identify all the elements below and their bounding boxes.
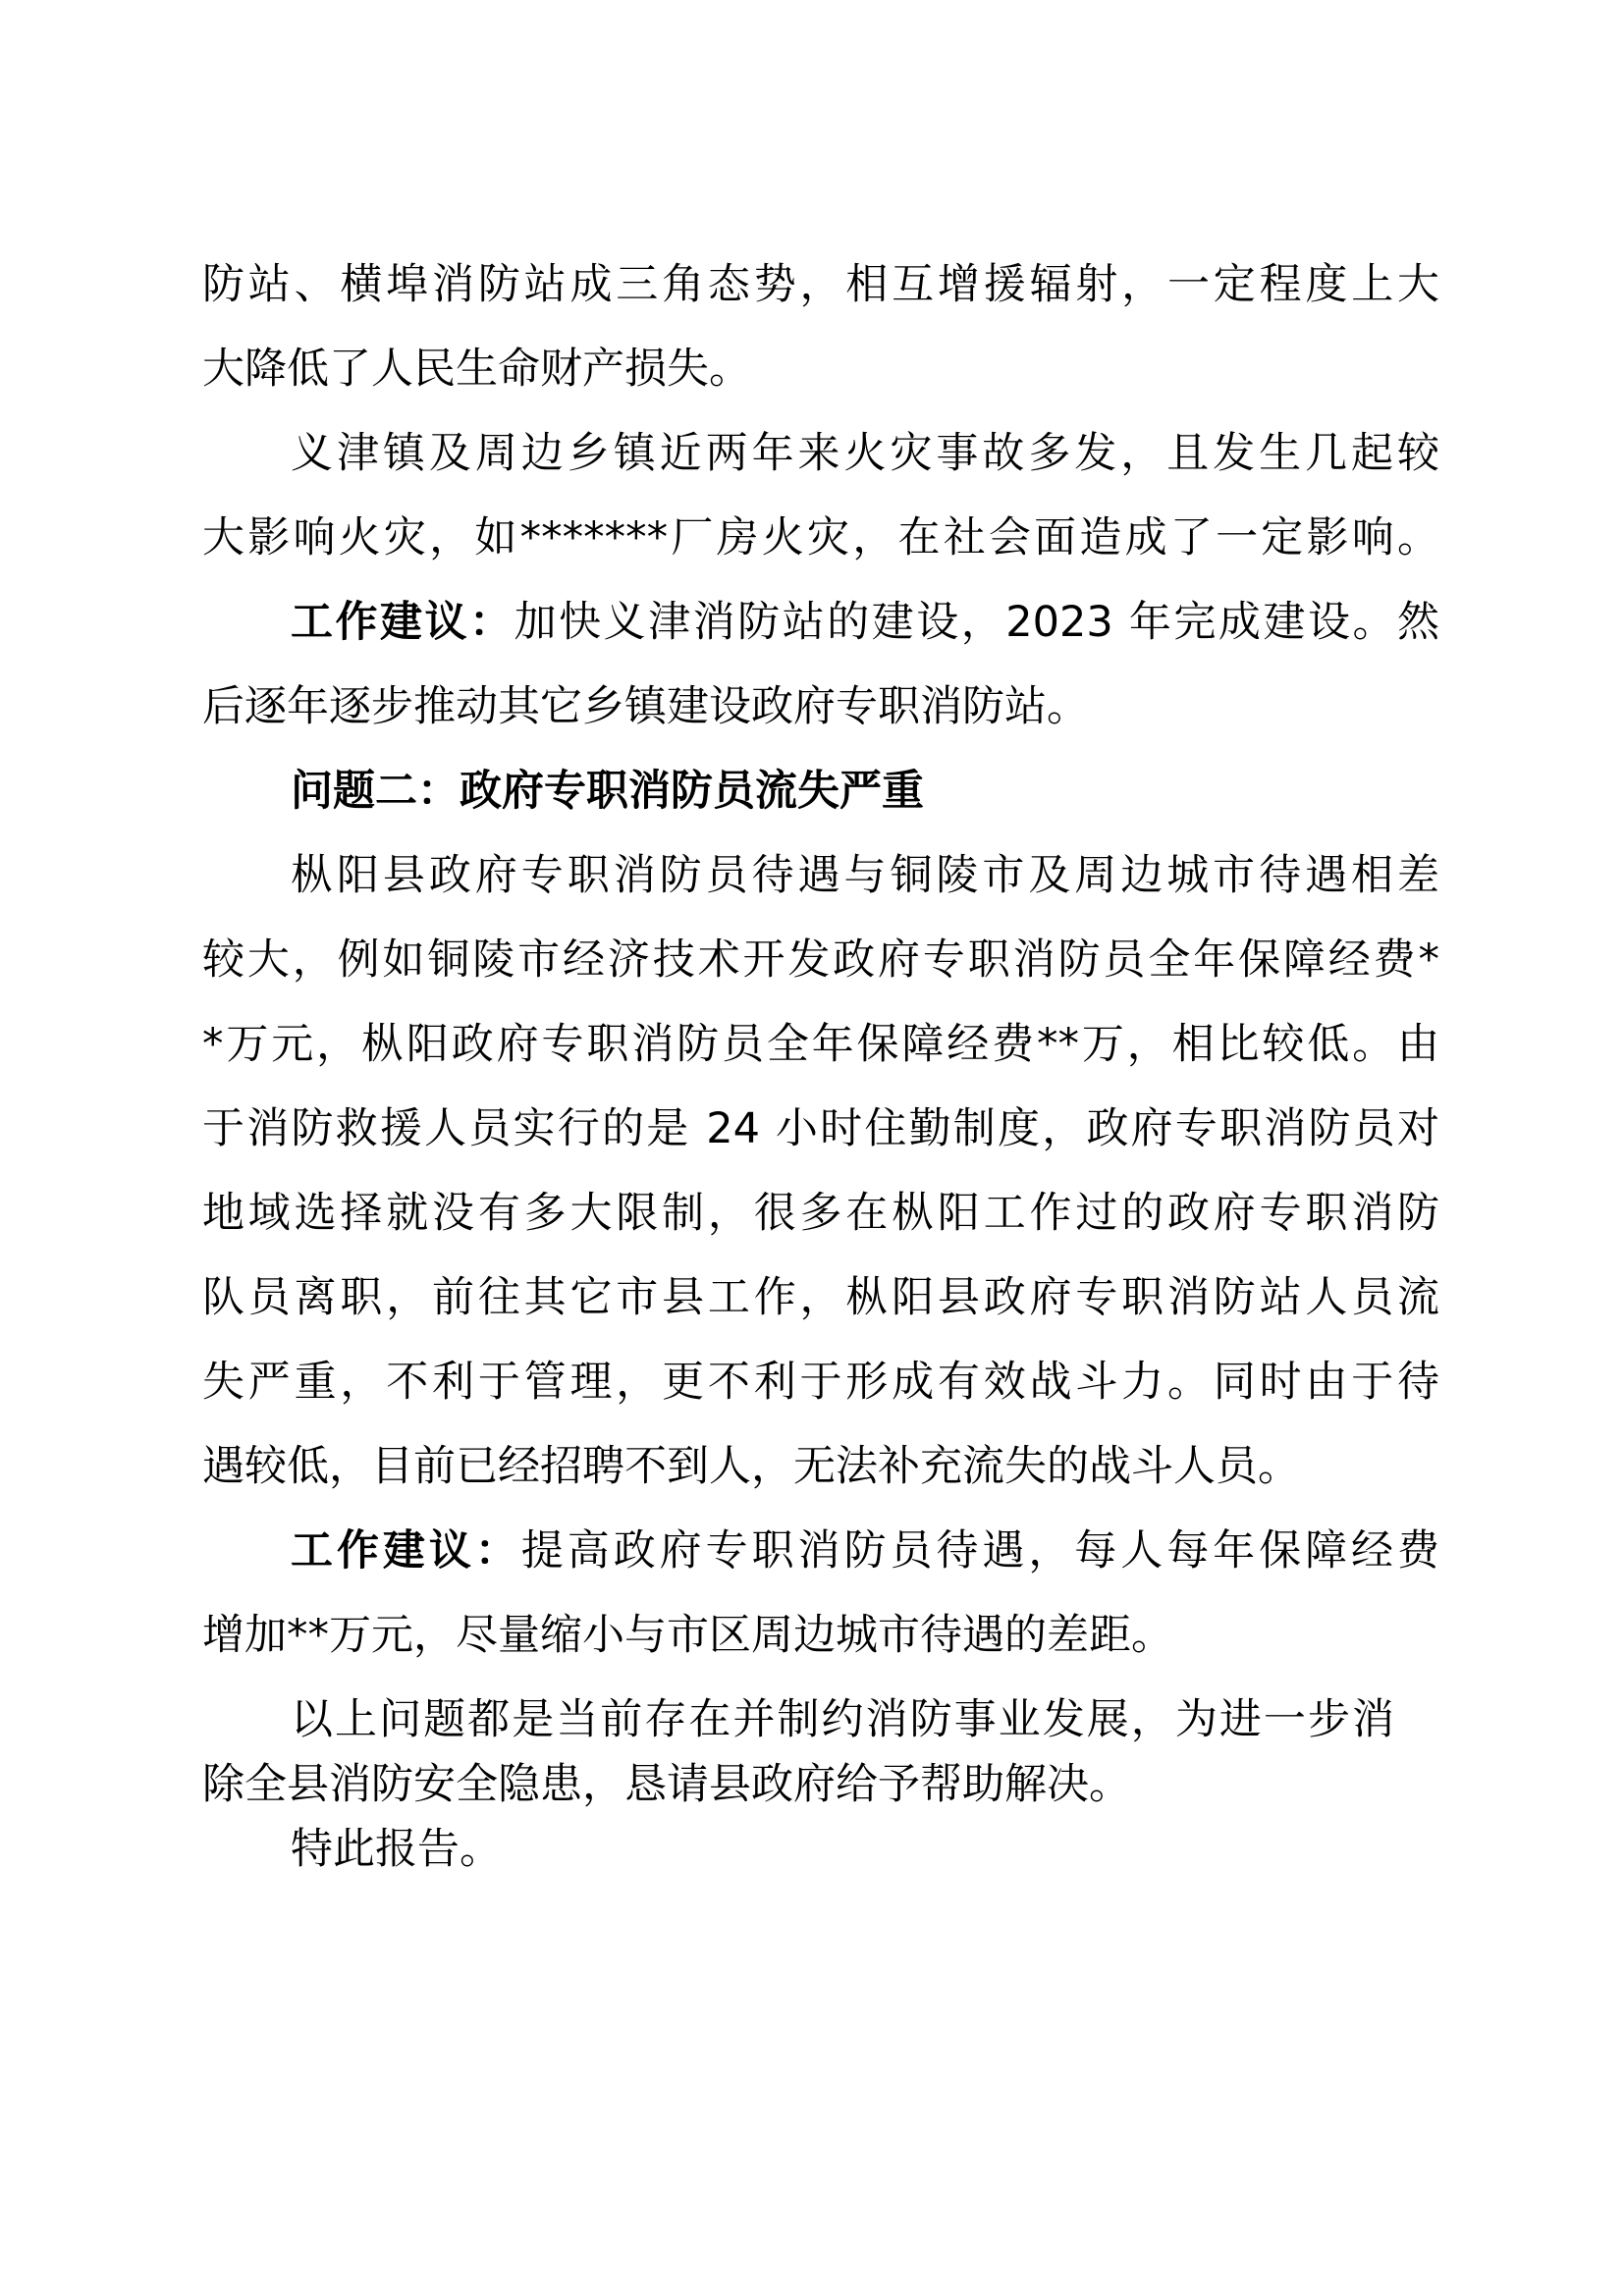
- closing-line: 特此报告。: [291, 1825, 502, 1874]
- suggestion-line: [291, 595, 1439, 650]
- suggestion-label: 工作建议：: [291, 1526, 521, 1575]
- paragraph-line: 地域选择就没有多大限制，很多在枞阳工作过的政府专职消防: [202, 1189, 1439, 1238]
- suggestion-text: 加快义津消防站的建设，2023 年完成建设。然: [514, 598, 1439, 647]
- paragraph-line: 防站、横埠消防站成三角态势，相互增援辐射，一定程度上大: [202, 260, 1439, 309]
- suggestion-line: [291, 1523, 1439, 1578]
- suggestion-label: 工作建议：: [291, 598, 514, 647]
- paragraph-line: 较大，例如铜陵市经济技术开发政府专职消防员全年保障经费*: [202, 935, 1439, 985]
- paragraph-line: 义津镇及周边乡镇近两年来火灾事故多发，且发生几起较: [291, 429, 1439, 478]
- paragraph-line: 于消防救援人员实行的是 24 小时住勤制度，政府专职消防员对: [202, 1104, 1439, 1153]
- paragraph-line: 大影响火灾，如*******厂房火灾，在社会面造成了一定影响。: [202, 513, 1439, 562]
- paragraph-line: *万元，枞阳政府专职消防员全年保障经费**万，相比较低。由: [202, 1020, 1439, 1069]
- section-heading: 问题二：政府专职消防员流失严重: [291, 767, 924, 816]
- paragraph-line: 队员离职，前往其它市县工作，枞阳县政府专职消防站人员流: [202, 1273, 1439, 1322]
- paragraph-line: 大降低了人民生命财产损失。: [202, 345, 751, 394]
- paragraph-line: 后逐年逐步推动其它乡镇建设政府专职消防站。: [202, 682, 1089, 731]
- paragraph-line: 以上问题都是当前存在并制约消防事业发展，为进一步消: [291, 1695, 1394, 1744]
- paragraph-line: 失严重，不利于管理，更不利于形成有效战斗力。同时由于待: [202, 1358, 1439, 1407]
- paragraph-line: 遇较低，目前已经招聘不到人，无法补充流失的战斗人员。: [202, 1442, 1300, 1491]
- suggestion-text: 提高政府专职消防员待遇，每人每年保障经费: [520, 1526, 1440, 1575]
- paragraph-line: 除全县消防安全隐患，恳请县政府给予帮助解决。: [202, 1760, 1131, 1809]
- paragraph-line: 增加**万元，尽量缩小与市区周边城市待遇的差距。: [202, 1611, 1173, 1660]
- paragraph-line: 枞阳县政府专职消防员待遇与铜陵市及周边城市待遇相差: [291, 851, 1439, 900]
